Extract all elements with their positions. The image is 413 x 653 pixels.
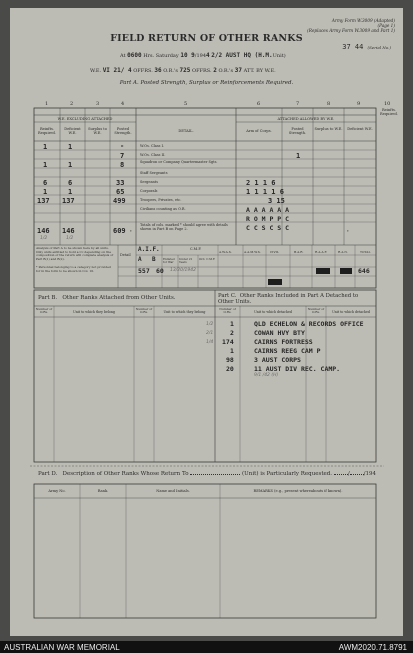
footer-right: AWM2020.71.8791 <box>338 643 407 652</box>
part-d-title: Part D. Description of Other Ranks Whose Return To (Unit) is Particularly Requested. / /194 <box>38 471 377 477</box>
redaction-mark <box>268 279 282 285</box>
header-posted: Posted Strength. <box>114 127 132 136</box>
header-deficient-att: Deficient W.E. <box>347 127 373 131</box>
form-page: Army Form W.3009 (Adapted) (Page 1) (Replaces Army Form W.3009 and Part 1) 37 44 (Serial No.) FIELD RETURN OF OTHER RANKS At 0600 Hrs. Saturday 10 9/1944 2/2 AUST HQ (H.M.Unit) W.E. VI 21/ 4 OFFRS. 36 O.R.'s 725 OFFRS. 2 O.R.'s 37 ATT. BY W.E. Part A. Posted Strength, Surplus or Reinforcements Required. 1 2 3 4 5 6 7 8 9 10 W.E. EXCLUDING ATTACHED ATTACHED ALLOWED BY W.E. Reinfts. Required. Deficient W.E. Surplus to W.E. Posted Strength. DETAIL. Arm of Corps. Posted Strength. Surplus to W.E. Deficient W.E. Reinfts. Required. W.Os. Class I. W.Os. Class II. Squadron or Company Quartermaster Sgts. Staff Sergeants Sergeants Corporals Troopers, Privates, etc. Civilians counting as O.R. Totals of cols. marked * should agree with details shown in Part B on Page 2. 1 1 - 7 1 1 1 8 6 6 33 2 1 1 6 1 1 65 1 1 1 1 6 137 137 499 3 15 A A A A A A R O M P P C C C S C S C 146 146 609 * * 1/2 1/2 Analysis of Part A to be shown here by all units. Only units entitled to hold a Cc depending on the composition of the return will complete analysis of Part B(1) and B(2). * Personnel belonging to a category not provided for in the form to be shown in Col. 10. Detail A.I.F. A B C.M.F. Enlisted for War Under 21 Years Ord. C.M.F. A.W.A.S. A.A.M.W.S. CIVIL B.A.R. R.A.A.F. R.A.N. TOTAL 557 60 13/20/1942 646 Part B. Other Ranks Attached from Other Units. Number of O.Rs. Unit to which they belong Number of O.Rs. Unit to which they belong 1/2 2/1 1/4 Part C. Other Ranks Included in Part A Detached to Other Units. Number of O.Rs. Unit to which detached Number of O.Rs. Unit to which detached 1 QLD ECHELON & RECORDS OFFICE 2 COWAN HVY BTY 174 CAIRNS FORTRESS 1 CAIRNS REEG CAM P 98 3 AUST CORPS 20 11 AUST DIV REC. CAMP. 9/1 /42 (H) Part D. Description of Other Ranks Whose Return To (Unit) is Particularly Requested. / /194 Army No. Rank. Name and Initials. REMARKS (e.g., present whereabouts if known). <box>10 8 403 636</box>
redaction-mark <box>316 268 330 274</box>
serial-number: 37 44 (Serial No.) <box>342 43 391 51</box>
part-c-title: Part C. Other Ranks Included in Part A Detached to Other Units. <box>218 293 359 305</box>
header-surplus-att: Surplus to W.E. <box>314 127 343 131</box>
part-b-title: Part B. Other Ranks Attached from Other Units. <box>38 295 176 301</box>
header-reinfts-att: Reinfts. Required. <box>380 108 398 117</box>
form-number: Army Form W.3009 (Adapted) (Page 1) (Replaces Army Form W.3009 and Part 1) <box>307 18 395 33</box>
cmf-label: C.M.F. <box>190 247 202 251</box>
establishment-line: W.E. VI 21/ 4 OFFRS. 36 O.R.'s 725 OFFRS. 2 O.R.'s 37 ATT. BY W.E. <box>90 67 276 74</box>
redaction-mark <box>340 268 352 274</box>
header-posted-att: Posted Strength. <box>288 127 307 136</box>
analysis-detail-label: Detail <box>120 253 131 257</box>
header-deficient: Deficient W.E. <box>64 127 81 136</box>
archive-footer <box>0 641 413 653</box>
footer-left: AUSTRALIAN WAR MEMORIAL <box>4 643 120 652</box>
return-time-line: At 0600 Hrs. Saturday 10 9/1944 2/2 AUST HQ (H.M.Unit) <box>120 52 286 59</box>
group-header-attached: ATTACHED ALLOWED BY W.E. <box>277 117 335 121</box>
form-title: FIELD RETURN OF OTHER RANKS <box>110 33 303 44</box>
header-detail: DETAIL. <box>178 129 194 133</box>
aif-label: A.I.F. <box>138 246 160 253</box>
part-a-heading: Part A. Posted Strength, Surplus or Reinforcements Required. <box>119 80 294 86</box>
header-surplus: Surplus to W.E. <box>88 127 107 136</box>
analysis-note: Analysis of Part A to be shown here by all units. Only units entitled to hold a Cc depending on the composition of the return will complete analysis of Part B(1) and B(2). <box>36 246 114 261</box>
analysis-note-category: * Personnel belonging to a category not provided for in the form to be shown in Col. 10. <box>36 265 111 273</box>
group-header-we: W.E. EXCLUDING ATTACHED <box>57 117 113 121</box>
header-reinfts: Reinfts. Required. <box>38 127 56 136</box>
header-arm-corps: Arm of Corps. <box>246 129 272 133</box>
